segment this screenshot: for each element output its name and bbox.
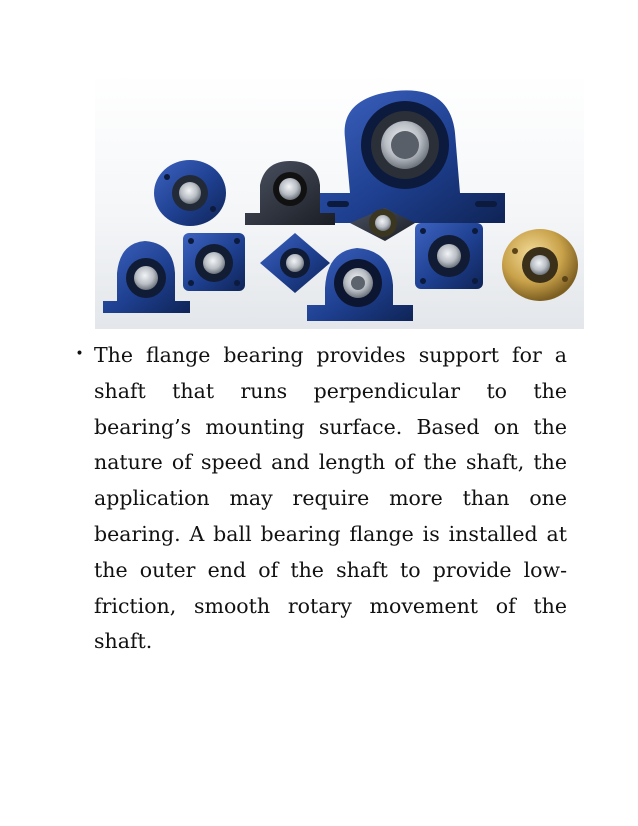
bullet-list-item bbox=[72, 338, 567, 660]
bearing-units-illustration bbox=[95, 73, 584, 329]
diamond-flange-unit bbox=[260, 233, 330, 293]
small-pillow-block-left bbox=[103, 241, 190, 313]
right-square-flange bbox=[415, 223, 483, 289]
brass-flange-unit bbox=[502, 229, 578, 301]
bullet-marker: • bbox=[75, 346, 84, 362]
bearing-units-photo bbox=[95, 73, 584, 329]
paragraph-text: The flange bearing provides support for a shaft that runs perpendicular to the bearing’s mounting surface. Based on the nature of speed and length of the shaft, the application may require more than one bearing. A ball bearing flange is installed at the outer end of the shaft to provide low-friction, smooth rotary movement of the shaft. bbox=[94, 343, 567, 654]
large-pillow-block bbox=[320, 90, 505, 223]
round-flange-unit bbox=[154, 160, 226, 226]
square-flange-unit bbox=[183, 233, 245, 291]
